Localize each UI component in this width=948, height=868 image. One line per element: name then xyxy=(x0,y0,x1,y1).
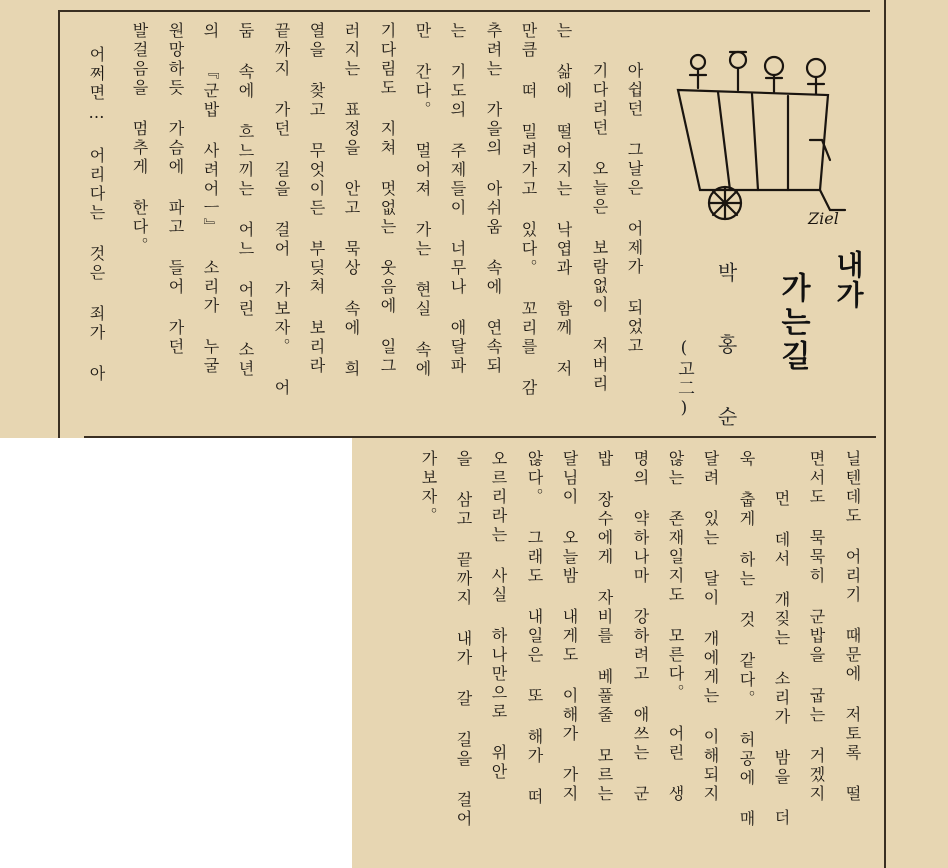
right-border xyxy=(884,0,886,868)
author-name: 박 홍 순 xyxy=(714,262,738,440)
bottom-column-11: 오르리라는 사실 하나만으로 위안 xyxy=(489,450,508,782)
bottom-column-8: 밥 장수에게 자비를 베풀줄 모르는 xyxy=(595,450,614,804)
bottom-column-9: 달님이 오늘밤 내게도 이해가 가지 xyxy=(560,450,579,804)
bottom-column-6: 않는 존재일지도 모른다。 어린 생 xyxy=(666,450,685,804)
bottom-column-4: 욱 춥게 하는 것 같다。 허공에 매 xyxy=(737,450,756,829)
article-title-line2: 가는길 xyxy=(775,272,810,374)
bottom-column-13: 가보자。 xyxy=(419,450,438,526)
top-column-7: 만 간다。 멀어져 가는 현실 속에 xyxy=(413,22,432,379)
top-column-10: 열을 찾고 무엇이든 부딪쳐 보리라 xyxy=(307,22,326,376)
top-column-11: 끝까지 가던 길을 걸어 가보자。 어 xyxy=(272,22,291,398)
top-column-1: 아쉽던 그날은 어제가 되었고 xyxy=(625,62,644,356)
top-column-9: 러지는 표정을 안고 묵상 속에 희 xyxy=(342,22,361,379)
left-border xyxy=(58,10,60,438)
top-column-16: 어쩌면… 어리다는 것은 죄가 아 xyxy=(87,46,106,384)
bottom-column-1: 닐텐데도 어리기 때문에 저토록 떨 xyxy=(843,450,862,804)
top-column-12: 둠 속에 흐느끼는 어느 어린 소년 xyxy=(236,22,255,379)
bottom-column-10: 않다。 그래도 내일은 또 해가 떠 xyxy=(525,450,544,807)
bottom-column-2: 면서도 묵묵히 군밥을 굽는 거겠지 xyxy=(807,450,826,804)
top-column-8: 기다림도 지쳐 멋없는 웃음에 일그 xyxy=(378,22,397,376)
article-title-line1: 내가 xyxy=(832,250,865,310)
cart-with-figures-illustration xyxy=(670,40,855,240)
middle-divider xyxy=(84,436,876,438)
top-column-6: 는 기도의 주제들이 너무나 애달파 xyxy=(448,22,467,376)
top-column-13: 의 『군밥 사려어ㅡ』 소리가 누굴 xyxy=(201,22,220,376)
top-column-15: 발걸음을 멈추게 한다。 xyxy=(130,22,149,256)
top-column-14: 원망하듯 가슴에 파고 들어 가던 xyxy=(166,22,185,357)
illustration-signature: Ziel xyxy=(808,209,839,228)
bottom-column-5: 달려 있는 달이 개에게는 이해되지 xyxy=(701,450,720,804)
top-column-5: 추려는 가을의 아쉬움 속에 연속되 xyxy=(484,22,503,376)
author-grade: (고二) xyxy=(674,338,694,420)
top-column-3: 는 삶에 떨어지는 낙엽과 함께 저 xyxy=(554,22,573,379)
bottom-column-7: 명의 약하나마 강하려고 애쓰는 군 xyxy=(631,450,650,804)
top-column-2: 기다리던 오늘은 보람없이 저버리 xyxy=(590,62,609,394)
top-column-4: 만큼 떠 밀려가고 있다。 꼬리를 감 xyxy=(519,22,538,398)
top-border xyxy=(58,10,870,12)
bottom-column-3: 먼 데서 개짖는 소리가 밤을 더 xyxy=(772,490,791,828)
bottom-column-12: 을 삼고 끝까지 내가 갈 길을 걸어 xyxy=(454,450,473,829)
blank-area xyxy=(0,438,352,868)
